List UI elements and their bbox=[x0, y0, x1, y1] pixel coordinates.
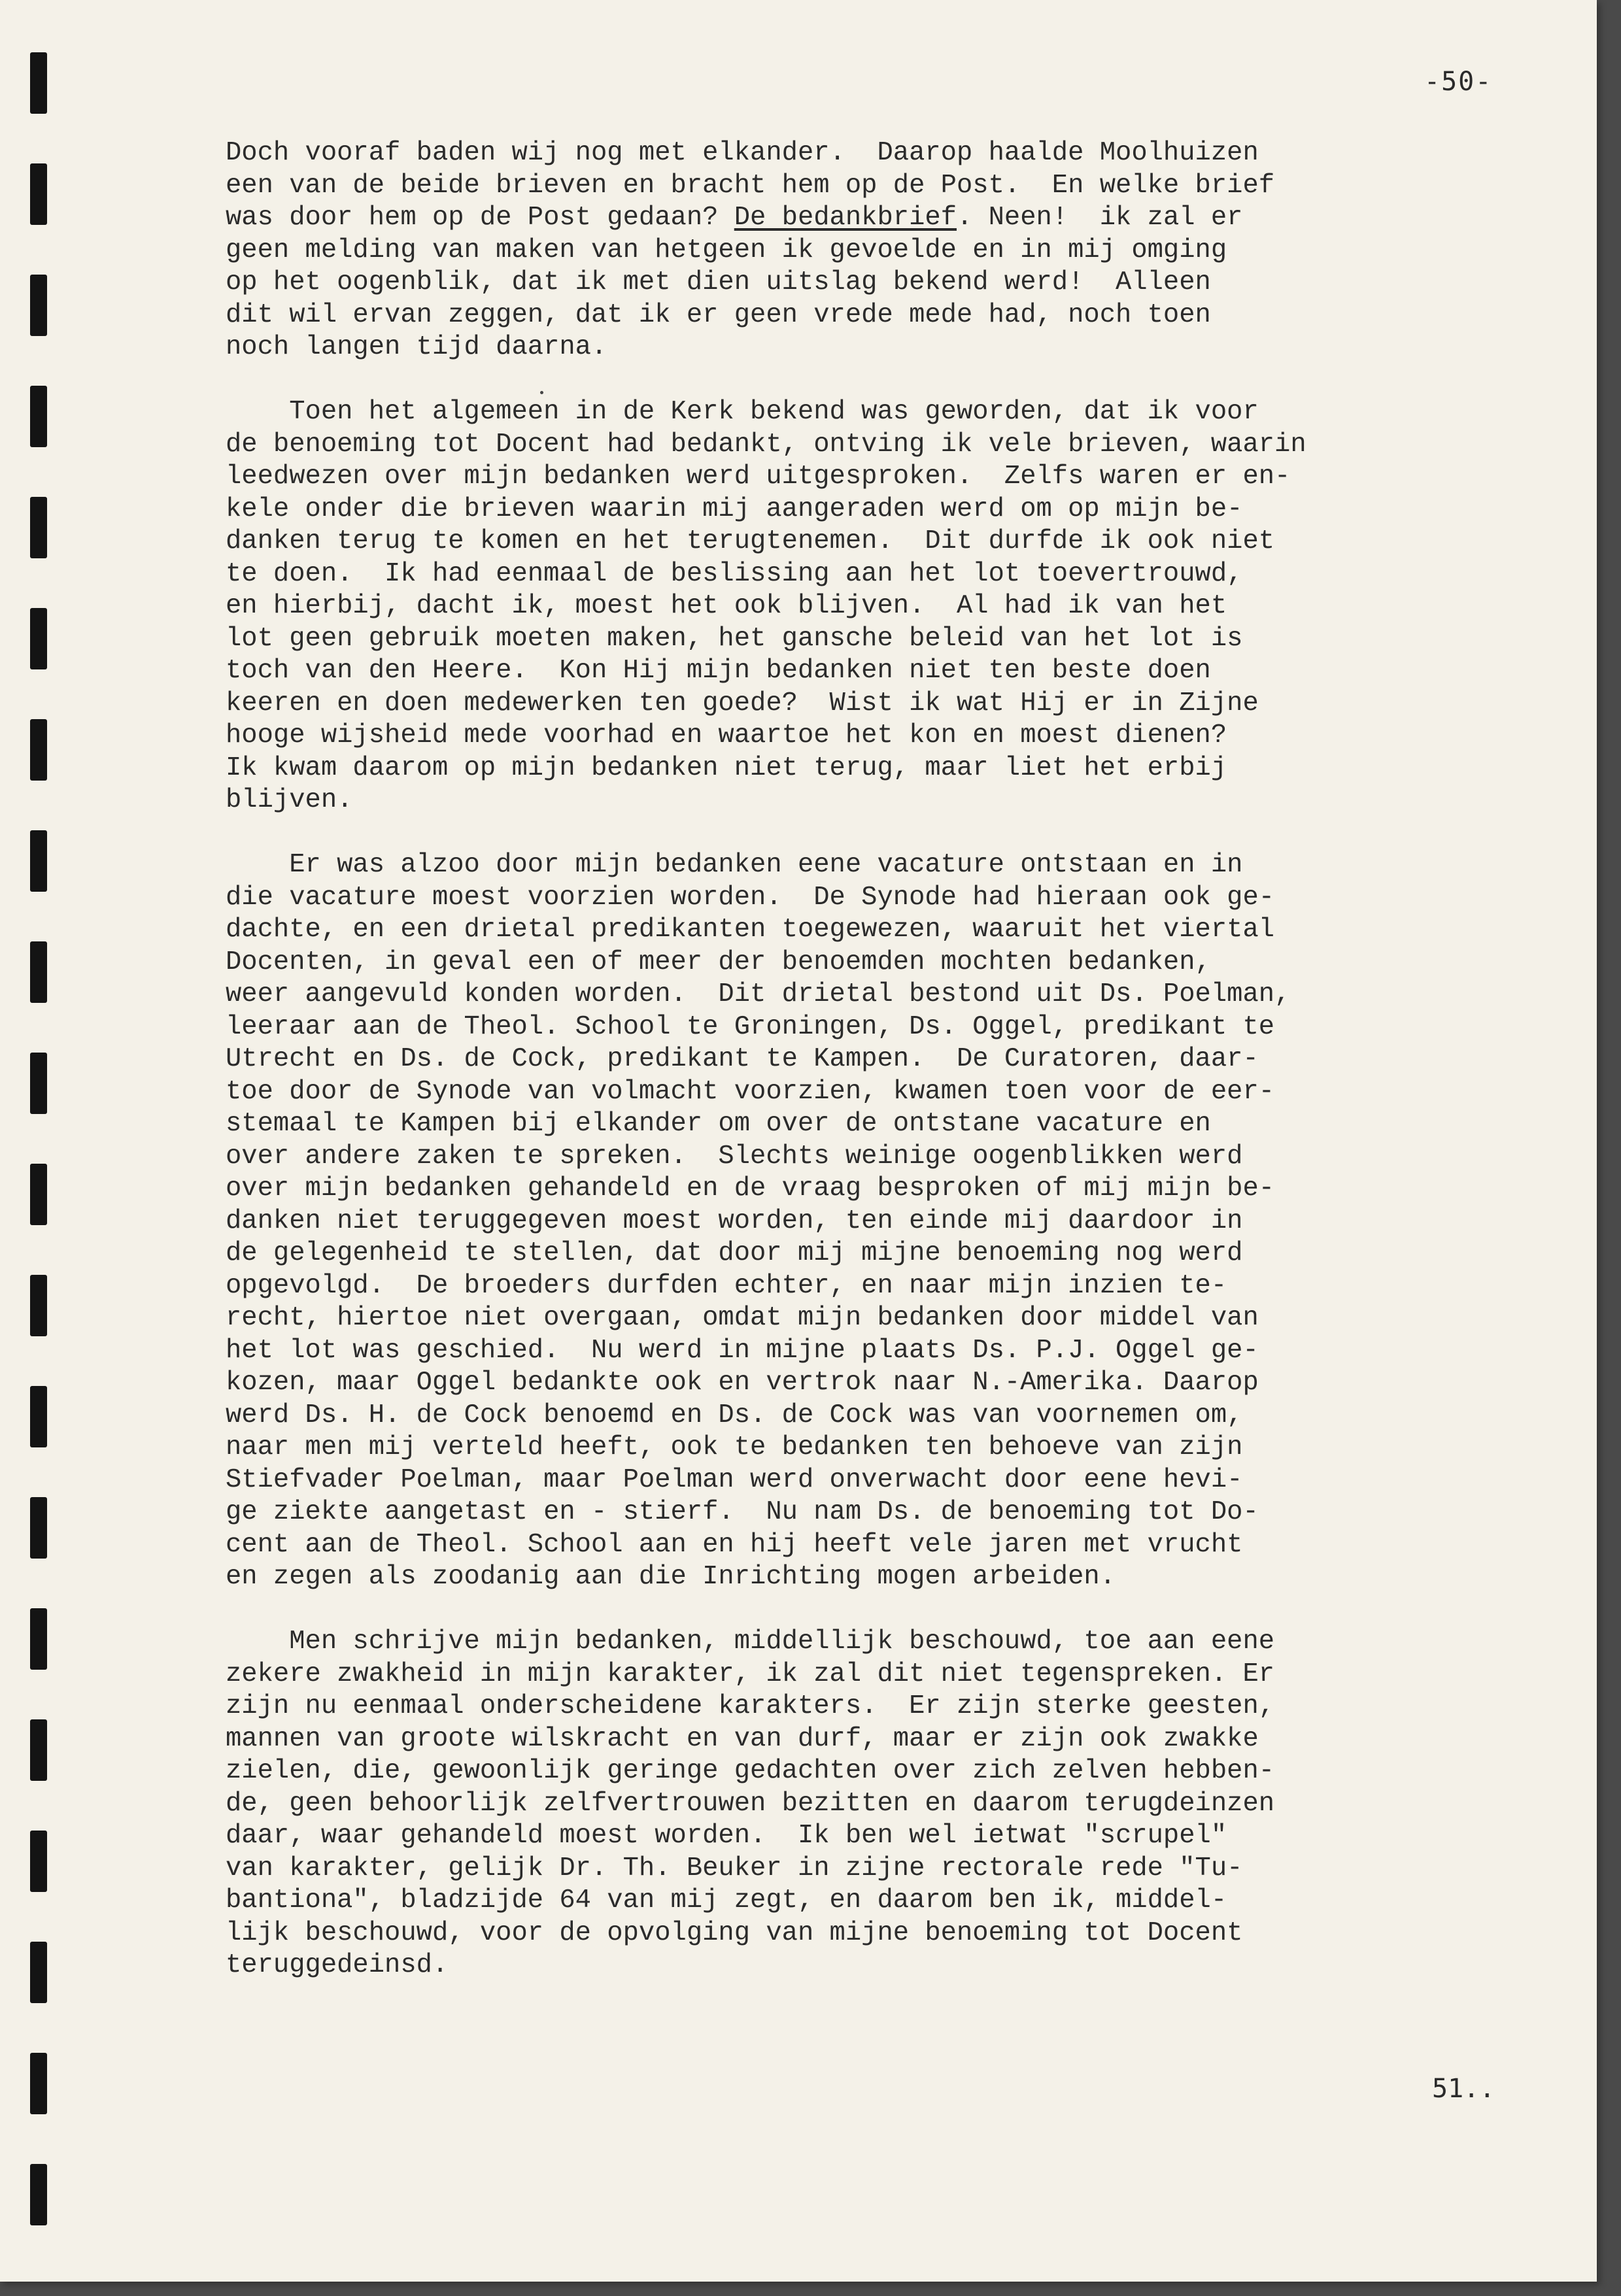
text-line: hooge wijsheid mede voorhad en waartoe het kon en moest dienen? bbox=[226, 720, 1227, 751]
punch-hole bbox=[30, 1608, 47, 1670]
catchword-next-page: 51.. bbox=[1432, 2074, 1495, 2104]
text-line: over mijn bedanken gehandeld en de vraag besproken of mij mijn be- bbox=[226, 1173, 1275, 1204]
body-text bbox=[226, 137, 1599, 2014]
text-line: geen melding van maken van hetgeen ik gevoelde en in mij omging bbox=[226, 235, 1227, 265]
text-line: leeraar aan de Theol. School te Groningen, Ds. Oggel, predikant te bbox=[226, 1011, 1275, 1042]
text-line: de benoeming tot Docent had bedankt, ontving ik vele brieven, waarin bbox=[226, 429, 1306, 460]
paragraph bbox=[226, 396, 1599, 817]
text-line: daar, waar gehandeld moest worden. Ik ben wel ietwat "scrupel" bbox=[226, 1821, 1227, 1851]
binding-punch-holes bbox=[30, 52, 50, 2249]
text-line: Stiefvader Poelman, maar Poelman werd onverwacht door eene hevi- bbox=[226, 1464, 1243, 1495]
punch-hole bbox=[30, 1942, 47, 2003]
paragraph bbox=[226, 849, 1599, 1594]
text-line: Toen het algemeen in de Kerk bekend was geworden, dat ik voor bbox=[226, 397, 1259, 427]
text-line: lot geen gebruik moeten maken, het gansche beleid van het lot is bbox=[226, 623, 1243, 654]
text-line: Doch vooraf baden wij nog met elkander. Daarop haalde Moolhuizen bbox=[226, 138, 1259, 168]
text-line: stemaal te Kampen bij elkander om over de ontstane vacature en bbox=[226, 1109, 1211, 1139]
text-line: Docenten, in geval een of meer der benoemden mochten bedanken, bbox=[226, 947, 1211, 977]
text-line: de gelegenheid te stellen, dat door mij mijne benoeming nog werd bbox=[226, 1238, 1243, 1268]
punch-hole bbox=[30, 1386, 47, 1447]
punch-hole bbox=[30, 608, 47, 669]
text-line: Ik kwam daarom op mijn bedanken niet terug, maar liet het erbij bbox=[226, 752, 1227, 783]
text-line: Er was alzoo door mijn bedanken eene vacature ontstaan en in bbox=[226, 850, 1243, 880]
text-line: de, geen behoorlijk zelfvertrouwen bezitten en daarom terugdeinzen bbox=[226, 1788, 1275, 1819]
text-line: werd Ds. H. de Cock benoemd en Ds. de Cock was van voornemen om, bbox=[226, 1400, 1243, 1430]
punch-hole bbox=[30, 1831, 47, 1892]
punch-hole bbox=[30, 2053, 47, 2114]
text-line: dit wil ervan zeggen, dat ik er geen vrede mede had, noch toen bbox=[226, 299, 1211, 330]
text-line: Men schrijve mijn bedanken, middellijk beschouwd, toe aan eene bbox=[226, 1627, 1275, 1657]
text-line: toe door de Synode van volmacht voorzien, kwamen toen voor de eer- bbox=[226, 1076, 1275, 1107]
text-line: bantiona", bladzijde 64 van mij zegt, en daarom ben ik, middel- bbox=[226, 1885, 1227, 1916]
underlined-text: De bedankbrief bbox=[734, 203, 957, 233]
punch-hole bbox=[30, 2164, 47, 2225]
text-line: recht, hiertoe niet overgaan, omdat mijn bedanken door middel van bbox=[226, 1303, 1259, 1333]
punch-hole bbox=[30, 830, 47, 892]
punch-hole bbox=[30, 52, 47, 114]
text-line: danken terug te komen en het terugtenemen. Dit durfde ik ook niet bbox=[226, 526, 1275, 556]
punch-hole bbox=[30, 1275, 47, 1336]
punch-hole bbox=[30, 941, 47, 1003]
text-line: van karakter, gelijk Dr. Th. Beuker in zijne rectorale rede "Tu- bbox=[226, 1853, 1243, 1883]
punch-hole bbox=[30, 497, 47, 558]
text-line: cent aan de Theol. School aan en hij heeft vele jaren met vrucht bbox=[226, 1529, 1243, 1560]
text-line: kele onder die brieven waarin mij aangeraden werd om op mijn be- bbox=[226, 494, 1243, 524]
text-line: opgevolgd. De broeders durfden echter, en naar mijn inzien te- bbox=[226, 1270, 1227, 1301]
text-line: toch van den Heere. Kon Hij mijn bedanken niet ten beste doen bbox=[226, 656, 1211, 686]
text-line: een van de beide brieven en bracht hem op de Post. En welke brief bbox=[226, 170, 1275, 201]
text-line: leedwezen over mijn bedanken werd uitgesproken. Zelfs waren er en- bbox=[226, 462, 1291, 492]
text-line: op het oogenblik, dat ik met dien uitslag bekend werd! Alleen bbox=[226, 267, 1211, 297]
text-line: ge ziekte aangetast en - stierf. Nu nam Ds. de benoeming tot Do- bbox=[226, 1497, 1259, 1527]
text-line: naar men mij verteld heeft, ook te bedanken ten behoeve van zijn bbox=[226, 1432, 1243, 1462]
text-line: dachte, en een drietal predikanten toegewezen, waaruit het viertal bbox=[226, 915, 1275, 945]
text-line: die vacature moest voorzien worden. De Synode had hieraan ook ge- bbox=[226, 882, 1275, 913]
text-line: weer aangevuld konden worden. Dit drietal bestond uit Ds. Poelman, bbox=[226, 979, 1291, 1009]
text-line: lijk beschouwd, voor de opvolging van mijne benoeming tot Docent bbox=[226, 1917, 1243, 1948]
punch-hole bbox=[30, 719, 47, 781]
paragraph bbox=[226, 137, 1599, 364]
text-line: over andere zaken te spreken. Slechts weinige oogenblikken werd bbox=[226, 1141, 1243, 1172]
paragraph bbox=[226, 1626, 1599, 1982]
text-line: Utrecht en Ds. de Cock, predikant te Kampen. De Curatoren, daar- bbox=[226, 1044, 1259, 1074]
text-line: danken niet teruggegeven moest worden, ten einde mij daardoor in bbox=[226, 1206, 1243, 1236]
page-number: -50- bbox=[1424, 67, 1493, 97]
punch-hole bbox=[30, 1164, 47, 1225]
punch-hole bbox=[30, 1497, 47, 1559]
text-line: noch langen tijd daarna. bbox=[226, 332, 607, 362]
text-line: en zegen als zoodanig aan die Inrichting mogen arbeiden. bbox=[226, 1562, 1116, 1592]
text-line: en hierbij, dacht ik, moest het ook blijven. Al had ik van het bbox=[226, 591, 1227, 621]
text-line: zielen, die, gewoonlijk geringe gedachten over zich zelven hebben- bbox=[226, 1756, 1275, 1786]
text-line: te doen. Ik had eenmaal de beslissing aan het lot toevertrouwd, bbox=[226, 558, 1243, 589]
text-line: zekere zwakheid in mijn karakter, ik zal dit niet tegenspreken. Er bbox=[226, 1659, 1275, 1689]
text-line: het lot was geschied. Nu werd in mijne plaats Ds. P.J. Oggel ge- bbox=[226, 1335, 1259, 1366]
text-line: keeren en doen medewerken ten goede? Wist ik wat Hij er in Zijne bbox=[226, 688, 1259, 718]
punch-hole bbox=[30, 1053, 47, 1114]
text-line: kozen, maar Oggel bedankte ook en vertrok naar N.-Amerika. Daarop bbox=[226, 1368, 1259, 1398]
punch-hole bbox=[30, 386, 47, 447]
punch-hole bbox=[30, 275, 47, 336]
text-line: zijn nu eenmaal onderscheidene karakters. Er zijn sterke geesten, bbox=[226, 1691, 1275, 1721]
punch-hole bbox=[30, 163, 47, 225]
text-line: teruggedeinsd. bbox=[226, 1950, 449, 1980]
text-line: was door hem op de Post gedaan? De bedankbrief. Neen! ik zal er bbox=[226, 203, 1243, 233]
text-line: mannen van groote wilskracht en van durf, maar er zijn ook zwakke bbox=[226, 1723, 1259, 1754]
punch-hole bbox=[30, 1719, 47, 1781]
text-line: blijven. bbox=[226, 785, 353, 815]
